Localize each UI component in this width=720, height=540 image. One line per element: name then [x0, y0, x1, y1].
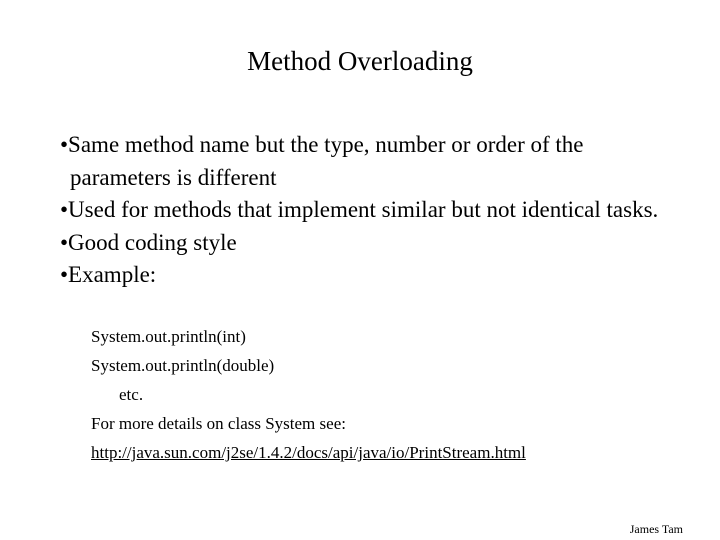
printstream-docs-link[interactable]: http://java.sun.com/j2se/1.4.2/docs/api/java/io/PrintStream.html	[91, 443, 526, 462]
bullet-item: •Good coding style	[60, 229, 237, 255]
slide-title: Method Overloading	[247, 46, 473, 76]
bullet-list	[60, 129, 680, 292]
example-line: For more details on class System see:	[91, 414, 346, 433]
bullet-item: •Used for methods that implement similar but not identical tasks.	[60, 197, 659, 222]
example-line: etc.	[119, 385, 144, 404]
example-line: System.out.println(double)	[91, 356, 275, 375]
bullet-item: •Example:	[60, 262, 157, 287]
footer-author: James Tam	[629, 522, 683, 536]
bullet-item: •Same method name but the type, number or order of the parameters is different	[60, 132, 584, 190]
example-block	[91, 322, 691, 467]
example-line: System.out.println(int)	[91, 327, 246, 346]
